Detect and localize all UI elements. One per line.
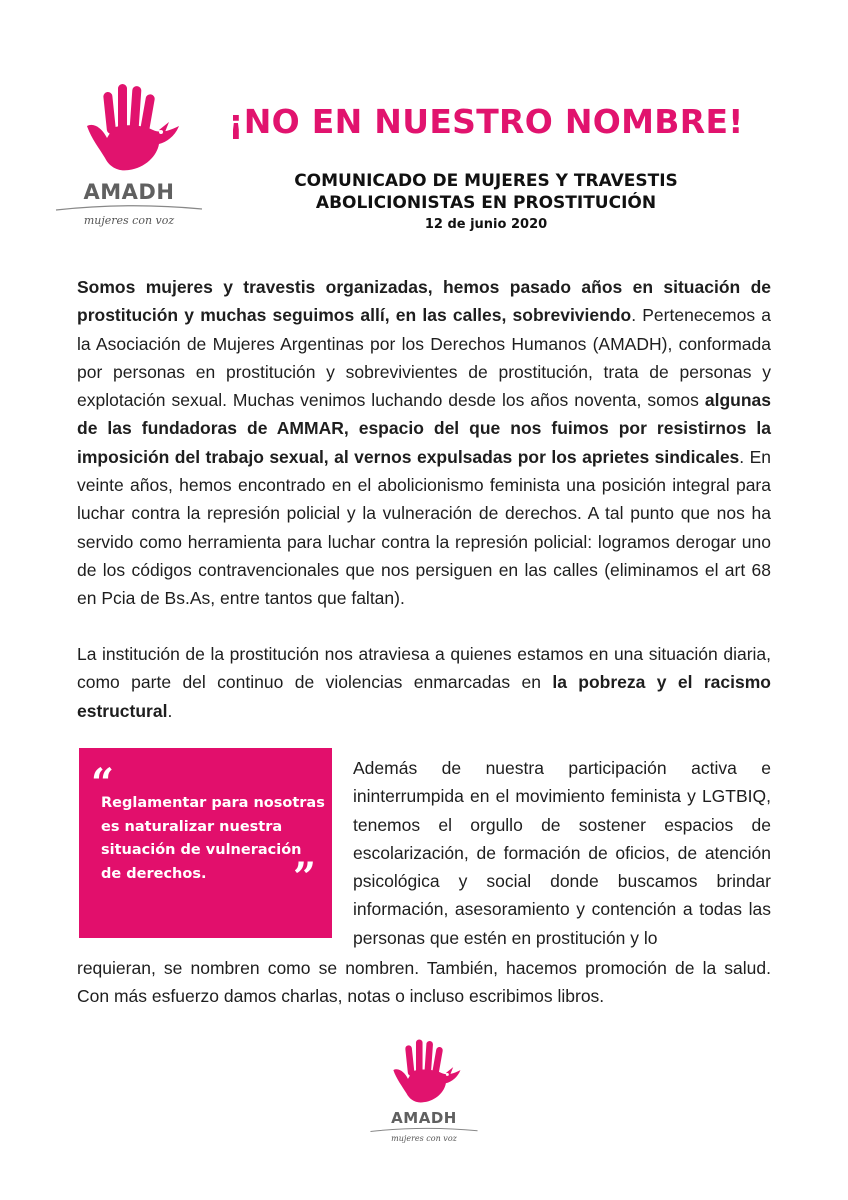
hand-dove-icon — [383, 1038, 465, 1108]
paragraph-2 — [77, 640, 771, 725]
logo-tagline: mujeres con voz — [83, 214, 175, 227]
hand-dove-icon — [73, 82, 185, 178]
subtitle-line-2: ABOLICIONISTAS EN PROSTITUCIÓN — [315, 193, 657, 213]
p2-text-b: . — [167, 700, 173, 721]
quote-open-mark: “ — [91, 760, 115, 807]
logo-org-name: AMADH — [391, 1109, 457, 1127]
logo-swoosh — [369, 1127, 479, 1133]
quote-text: Reglamentar para nosotras es naturalizar nuestra situación de vulneración de derechos. — [101, 795, 325, 882]
page-subtitle — [236, 170, 736, 214]
publication-date: 12 de junio 2020 — [424, 217, 548, 232]
pull-quote — [79, 748, 332, 938]
logo-org-name: AMADH — [83, 180, 175, 204]
p1-text-b: . En veinte años, hemos encontrado en el abolicionismo feminista una posición integral para luchar contra la represión policial y la vulneración de derechos. A tal punto que nos ha servido como herramienta para luchar contra la represión policial: logramos derogar uno de los códigos contravencionales que nos persiguen en las calles (eliminamos el art 68 en Pcia de Bs.As, entre tantos que faltan). — [77, 446, 771, 609]
p2-bold: la pobreza y el racismo estructural — [77, 672, 771, 721]
amadh-logo-bottom — [362, 1038, 486, 1143]
logo-tagline: mujeres con voz — [391, 1134, 457, 1143]
p1-bold-b: algunas de las fundadoras de AMMAR, espacio del que nos fuimos por resistirnos la imposición del trabajo sexual, al vernos expulsadas por los aprietes sindicales — [77, 390, 771, 467]
amadh-logo-top — [44, 82, 214, 227]
p2-text-a: La institución de la prostitución nos atraviesa a quienes estamos en una situación diaria, como parte del continuo de violencias enmarcadas en — [77, 644, 771, 693]
p1-text-a: . Pertenecemos a la Asociación de Mujeres Argentinas por los Derechos Humanos (AMADH), conformada por personas en prostitución y sobrevivientes de prostitución, trata de personas y explotación sexual. Muchas venimos luchando desde los años noventa, somos — [77, 305, 772, 411]
p1-bold-a: Somos mujeres y travestis organizadas, hemos pasado años en situación de prostitución y muchas seguimos allí, en las calles, sobreviviendo — [77, 277, 771, 326]
page-title: ¡NO EN NUESTRO NOMBRE! — [228, 102, 744, 141]
subtitle-line-1: COMUNICADO DE MUJERES Y TRAVESTIS — [294, 171, 678, 191]
paragraph-3-tail: requieran, se nombren como se nombren. También, hacemos promoción de la salud. Con más esfuerzo damos charlas, notas o incluso escribimos libros. — [77, 958, 771, 1007]
quote-close-mark: ” — [293, 854, 317, 901]
paragraph-1 — [77, 273, 771, 613]
paragraph-3-side: Además de nuestra participación activa e ininterrumpida en el movimiento feminista y LGTBIQ, tenemos el orgullo de sostener espacios de escolarización, de formación de oficios, de atención psicológica y social donde buscamos brindar información, asesoramiento y contención a todas las personas que estén en prostitución y lo — [353, 758, 771, 948]
logo-swoosh — [54, 204, 204, 212]
